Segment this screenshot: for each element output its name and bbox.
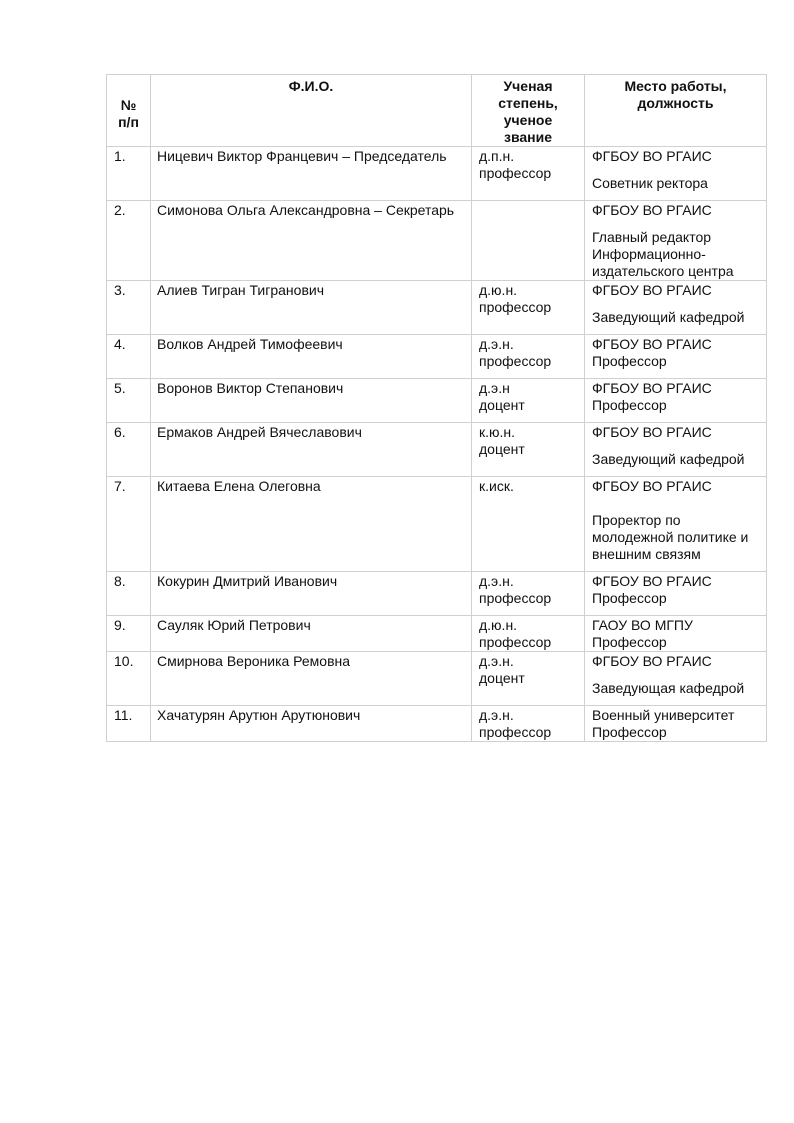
row-degree-cell [472, 281, 585, 335]
row-number: 1. [114, 148, 126, 164]
row-position-line: Заведующая кафедрой [592, 680, 745, 696]
row-name-cell [151, 477, 472, 572]
table-row [107, 201, 767, 281]
row-name-cell [151, 706, 472, 742]
row-degree-line: профессор [479, 353, 552, 369]
row-degree-line: д.ю.н. [479, 282, 518, 298]
row-number-cell [107, 616, 151, 652]
row-name: Волков Андрей Тимофеевич [157, 336, 343, 352]
row-workplace-cell [585, 335, 767, 379]
row-position-line: Профессор [592, 590, 667, 606]
table-row [107, 477, 767, 572]
header-degree-line: звание [503, 129, 552, 145]
row-position-line: Профессор [592, 724, 667, 740]
row-name: Ницевич Виктор Францевич – Председатель [157, 148, 447, 164]
header-degree-line: ученое [503, 112, 553, 128]
row-workplace-line: ФГБОУ ВО РГАИС [592, 653, 712, 669]
row-degree-cell [472, 423, 585, 477]
row-workplace-cell [585, 147, 767, 201]
row-degree-line: доцент [479, 670, 525, 686]
row-workplace-line: ФГБОУ ВО РГАИС [592, 336, 712, 352]
row-name-cell [151, 616, 472, 652]
row-workplace-cell [585, 477, 767, 572]
row-degree-line: профессор [479, 724, 552, 740]
row-degree-line: профессор [479, 165, 552, 181]
row-number-cell [107, 706, 151, 742]
row-position-line: Советник ректора [592, 175, 708, 191]
row-name: Алиев Тигран Тигранович [157, 282, 325, 298]
header-workplace-line: Место работы, [624, 78, 727, 94]
row-position-line: Заведующий кафедрой [592, 309, 745, 325]
table-row [107, 281, 767, 335]
row-degree-line: д.э.н. [479, 707, 514, 723]
row-position-line: молодежной политике и [592, 529, 749, 545]
row-number-cell [107, 423, 151, 477]
row-degree-cell [472, 379, 585, 423]
row-degree-line: д.э.н [479, 380, 510, 396]
row-degree-line: д.э.н. [479, 573, 514, 589]
row-name: Ермаков Андрей Вячеславович [157, 424, 362, 440]
row-position-line: внешним связям [592, 546, 701, 562]
row-name: Симонова Ольга Александровна – Секретарь [157, 202, 455, 218]
row-degree-line: профессор [479, 299, 552, 315]
header-number [107, 75, 151, 147]
row-workplace-line: ФГБОУ ВО РГАИС [592, 424, 712, 440]
row-degree-line: к.ю.н. [479, 424, 516, 440]
row-number-cell [107, 652, 151, 706]
row-number: 8. [114, 573, 126, 589]
row-position-line: Профессор [592, 353, 667, 369]
row-workplace-line: ФГБОУ ВО РГАИС [592, 478, 712, 494]
row-workplace-cell [585, 616, 767, 652]
row-number: 2. [114, 202, 126, 218]
row-name-cell [151, 423, 472, 477]
row-degree-cell [472, 201, 585, 281]
row-degree-cell [472, 147, 585, 201]
row-number: 10. [114, 653, 134, 669]
row-position-line: Главный редактор [592, 229, 712, 245]
row-name: Сауляк Юрий Петрович [157, 617, 311, 633]
row-degree-cell [472, 652, 585, 706]
table-header-row [107, 75, 767, 147]
row-degree-cell [472, 335, 585, 379]
row-position-line: Заведующий кафедрой [592, 451, 745, 467]
header-degree-line: степень, [498, 95, 558, 111]
row-number: 4. [114, 336, 126, 352]
table-row [107, 572, 767, 616]
table-row [107, 652, 767, 706]
row-workplace-line: ФГБОУ ВО РГАИС [592, 282, 712, 298]
row-number-cell [107, 477, 151, 572]
row-degree-line: профессор [479, 590, 552, 606]
row-number: 6. [114, 424, 126, 440]
row-number-cell [107, 379, 151, 423]
row-number: 11. [114, 707, 133, 723]
row-name-cell [151, 201, 472, 281]
row-degree-line: д.ю.н. [479, 617, 518, 633]
row-workplace-cell [585, 706, 767, 742]
row-name: Кокурин Дмитрий Иванович [157, 573, 338, 589]
row-name-cell [151, 379, 472, 423]
table-row [107, 616, 767, 652]
row-degree-line: к.иск. [479, 478, 514, 494]
row-degree-cell [472, 572, 585, 616]
row-number-cell [107, 572, 151, 616]
row-number: 3. [114, 282, 126, 298]
row-name-cell [151, 572, 472, 616]
row-number-cell [107, 281, 151, 335]
row-workplace-line: ФГБОУ ВО РГАИС [592, 380, 712, 396]
row-number: 9. [114, 617, 126, 633]
header-name [151, 75, 472, 147]
row-degree-cell [472, 477, 585, 572]
row-workplace-line: ФГБОУ ВО РГАИС [592, 573, 712, 589]
row-name-cell [151, 147, 472, 201]
header-workplace [585, 75, 767, 147]
row-degree-line: д.э.н. [479, 653, 514, 669]
table-row [107, 379, 767, 423]
row-workplace-cell [585, 572, 767, 616]
row-number-cell [107, 335, 151, 379]
row-number: 7. [114, 478, 126, 494]
header-number-line: № [120, 96, 137, 113]
header-degree-line: Ученая [503, 78, 553, 94]
members-table [106, 74, 767, 742]
row-position-line: издательского центра [592, 263, 734, 279]
row-position-line: Профессор [592, 634, 667, 650]
row-number-cell [107, 201, 151, 281]
table-row [107, 706, 767, 742]
header-degree [472, 75, 585, 147]
row-name: Китаева Елена Олеговна [157, 478, 321, 494]
row-workplace-cell [585, 423, 767, 477]
table-row [107, 423, 767, 477]
row-degree-cell [472, 616, 585, 652]
row-name: Хачатурян Арутюн Арутюнович [157, 707, 361, 723]
row-workplace-cell [585, 201, 767, 281]
row-degree-line: д.п.н. [479, 148, 515, 164]
row-name-cell [151, 335, 472, 379]
row-position-line: Профессор [592, 397, 667, 413]
row-workplace-cell [585, 379, 767, 423]
header-number-line: п/п [118, 113, 139, 130]
row-name-cell [151, 652, 472, 706]
row-number: 5. [114, 380, 126, 396]
header-workplace-line: должность [637, 95, 714, 111]
table-row [107, 335, 767, 379]
row-degree-line: д.э.н. [479, 336, 514, 352]
row-workplace-line: ГАОУ ВО МГПУ [592, 617, 693, 633]
row-number-cell [107, 147, 151, 201]
table-row [107, 147, 767, 201]
row-workplace-line: Военный университет [592, 707, 735, 723]
row-workplace-cell [585, 652, 767, 706]
row-position-line: Проректор по [592, 512, 681, 528]
row-workplace-cell [585, 281, 767, 335]
row-degree-line: профессор [479, 634, 552, 650]
row-position-line: Информационно- [592, 246, 706, 262]
row-name: Смирнова Вероника Ремовна [157, 653, 351, 669]
row-name-cell [151, 281, 472, 335]
header-name-label: Ф.И.О. [288, 78, 334, 94]
row-degree-line: доцент [479, 397, 525, 413]
row-degree-line: доцент [479, 441, 525, 457]
row-degree-cell [472, 706, 585, 742]
row-workplace-line: ФГБОУ ВО РГАИС [592, 148, 712, 164]
row-name: Воронов Виктор Степанович [157, 380, 344, 396]
row-workplace-line: ФГБОУ ВО РГАИС [592, 202, 712, 218]
